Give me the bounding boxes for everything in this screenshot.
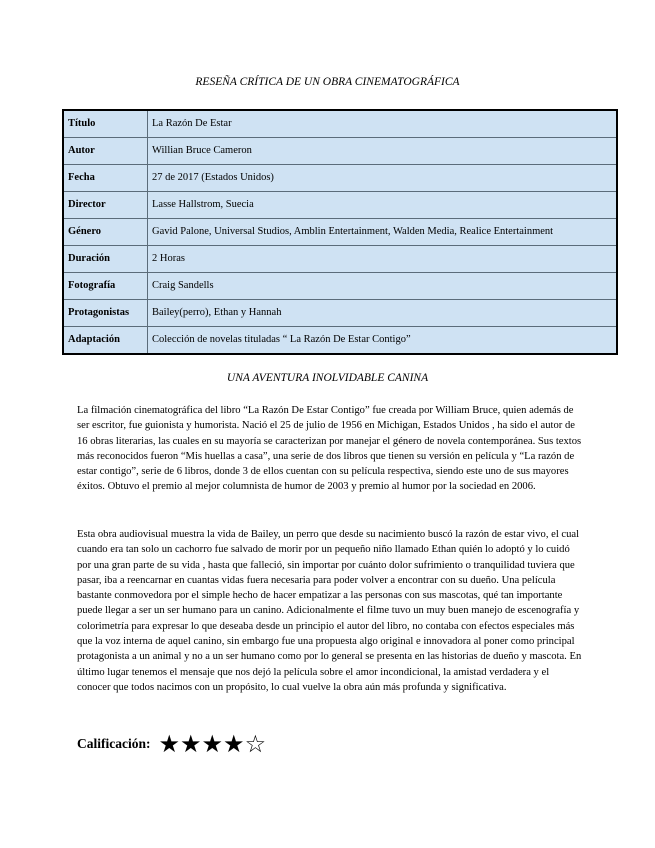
star-filled-icon: ★ [158, 730, 181, 758]
info-value: Colección de novelas tituladas “ La Razón De Estar Contigo” [148, 327, 618, 355]
info-value: Lasse Hallstrom, Suecia [148, 192, 618, 219]
document-title: RESEÑA CRÍTICA DE UN OBRA CINEMATOGRÁFICA [195, 76, 460, 88]
info-value: Willian Bruce Cameron [148, 138, 618, 165]
info-key: Protagonistas [63, 300, 148, 327]
info-row [63, 246, 617, 273]
rating-label: Calificación: [77, 736, 151, 751]
info-row [63, 110, 617, 138]
info-table [62, 109, 618, 355]
info-key: Duración [63, 246, 148, 273]
star-empty-icon: ☆ [244, 730, 267, 758]
info-row [63, 327, 617, 355]
info-row [63, 219, 617, 246]
info-value: Craig Sandells [148, 273, 618, 300]
info-row [63, 192, 617, 219]
info-value: Bailey(perro), Ethan y Hannah [148, 300, 618, 327]
paragraph-author: La filmación cinematográfica del libro “La Razón De Estar Contigo” fue creada por William Bruce, quien además de ser escritor, fue guionista y humorista. Nació el 25 de julio de 1956 en Michigan, Estados Unidos , ha sido el autor de 16 obras literarias, las cuales en su mayoría se caracterizan por manejar el género de novela contemporánea. Sus textos más reconocidos fueron “Mis huellas a casa”, una serie de dos libros que tienen su versión en película y “La razón de estar contigo”, serie de 6 libros, donde 3 de ellos cuentan con su película respectiva, siendo este uno de sus mayores éxitos. Obtuvo el premio al mejor columnista de humor de 2003 y premio al humor por la sociedad en 2006. [77, 405, 582, 493]
star-filled-icon: ★ [201, 730, 224, 758]
info-table-body [63, 110, 617, 354]
info-key: Género [63, 219, 148, 246]
info-row [63, 300, 617, 327]
info-key: Adaptación [63, 327, 148, 355]
info-value: 27 de 2017 (Estados Unidos) [148, 165, 618, 192]
info-value: La Razón De Estar [148, 110, 618, 138]
info-row [63, 165, 617, 192]
info-key: Director [63, 192, 148, 219]
info-value: 2 Horas [148, 246, 618, 273]
info-row [63, 273, 617, 300]
info-row [63, 138, 617, 165]
star-filled-icon: ★ [180, 730, 202, 758]
info-key: Título [63, 110, 148, 138]
paragraph-review: Esta obra audiovisual muestra la vida de Bailey, un perro que desde su nacimiento buscó la razón de estar vivo, el cual cuando era tan solo un cachorro fue salvado de morir por un pequeño niño llamado Ethan quién lo adoptó y lo cuidó por una gran parte de su vida , hasta que falleció, sin importar por cuánto dolor sufrimiento o tranquilidad tuviera que pasar, iba a reencarnar en cuantas vidas fuera necesaria para poder volver a encontrar con su dueño. Una película bastante conmovedora por el simple hecho de hacer empatizar a las personas con sus mascotas, qué tan importante puede llegar a ser un ser humano para un canino. Adicionalmente el filme tuvo un muy buen manejo de escenografía y colorimetría para expresar lo que deseaba desde un principio el autor del libro, no contaba con efectos especiales más que la voz interna de aquel canino, sin embargo fue una propuesta algo original e innovadora al poner como principal protagonista a un animal y no a un ser humano como por lo general se presenta en las historias de dueño y mascota. En último lugar tenemos el mensaje que nos dejó la película sobre el amor incondicional, la amistad verdadera y el conocer que todos nacimos con un propósito, lo cual vuelve la obra aún más profunda y significativa. [77, 529, 582, 693]
info-key: Fotografía [63, 273, 148, 300]
star-filled-icon: ★ [223, 730, 245, 758]
review-subtitle: UNA AVENTURA INOLVIDABLE CANINA [226, 372, 429, 384]
info-key: Autor [63, 138, 148, 165]
rating-stars [159, 732, 267, 756]
info-value: Gavid Palone, Universal Studios, Amblin Entertainment, Walden Media, Realice Entertainment [148, 219, 618, 246]
info-key: Fecha [63, 165, 148, 192]
rating [77, 732, 266, 756]
